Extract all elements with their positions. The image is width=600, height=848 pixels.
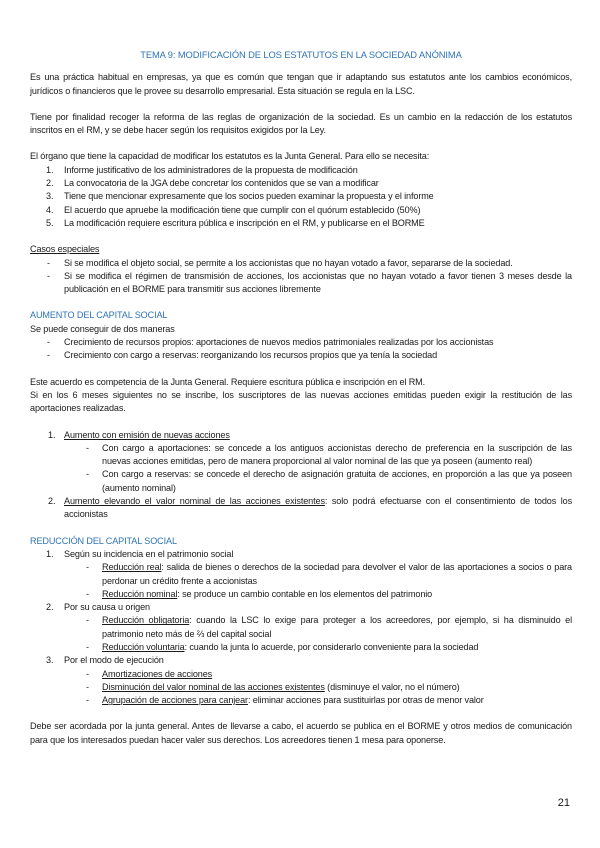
increase-types-list [30, 429, 572, 522]
list-item: 1. Aumento con emisión de nuevas acciones - Con cargo a aportaciones: se concede a los antiguos accionistas derecho de preferencia en la suscripción de las nuevas acciones emitidas, pero de manera proporcional al valor nominal de las que ya poseen (aumento real) - Con cargo a reservas: se concede el derecho de asignación gratuita de acciones, en proporción a las que ya poseen (aumento nominal) [30, 429, 572, 495]
sub-item: - Agrupación de acciones para canjear: eliminar acciones para sustituirlas por otras de menor valor [86, 695, 484, 706]
list-item: 2. Aumento elevando el valor nominal de las acciones existentes: solo podrá efectuarse con el consentimiento de todos los accionistas [48, 496, 573, 520]
sub-item: - Disminución del valor nominal de las acciones existentes (disminuye el valor, no el número) [86, 681, 460, 692]
special-cases-list [30, 257, 572, 297]
sub-item: - Con cargo a aportaciones: se concede a los antiguos accionistas derecho de preferencia en la suscripción de las nuevas acciones emitidas, pero de manera proporcional al valor nominal de las que ya poseen (aumento real) [86, 442, 572, 467]
competence-paragraph: Este acuerdo es competencia de la Junta General. Requiere escritura pública e inscripción en el RM. [30, 376, 426, 387]
list-item: 3. Tiene que mencionar expresamente que los socios pueden examinar la propuesta y el informe [46, 191, 434, 202]
list-item: 1. Según su incidencia en el patrimonio social - Reducción real: salida de bienes o derechos de la sociedad para devolver el valor de las aportaciones a socios o para perdonar un crédito frente a accionistas - Reducción nominal: se produce un cambio contable en los elementos del patrimonio [30, 548, 572, 601]
list-item: 1. Informe justificativo de los administradores de la propuesta de modificación [46, 164, 358, 175]
sub-item: - Reducción voluntaria: cuando la junta lo acuerde, por considerarlo conveniente para la sociedad [86, 641, 479, 652]
increase-ways-list [30, 336, 572, 363]
list-item: 4. El acuerdo que apruebe la modificación tiene que cumplir con el quórum establecido (50%) [46, 204, 421, 215]
list-item: - Crecimiento de recursos propios: aportaciones de nuevos medios patrimoniales realizadas por los accionistas [47, 337, 494, 348]
page-number: 21 [557, 797, 570, 809]
restitution-paragraph: Si en los 6 meses siguientes no se inscribe, los suscriptores de las nuevas acciones emitidas pueden exigir la restitución de las aportaciones realizadas. [30, 389, 572, 414]
list-item: 2. La convocatoria de la JGA debe concretar los contenidos que se van a modificar [46, 178, 379, 189]
list-item: - Si se modifica el régimen de transmisión de acciones, los accionistas que no hayan votado a favor tienen 3 meses desde la publicación en el BORME para transmitir sus acciones libremente [47, 270, 572, 295]
closing-paragraph: Debe ser acordada por la junta general. Antes de llevarse a cabo, el acuerdo se publica en el BORME y otros medios de comunicación para que los interesados puedan hacer valer sus derechos. Los acreedores tienen 1 mesa para oponerse. [30, 721, 572, 745]
purpose-paragraph: Tiene por finalidad recoger la reforma de las reglas de organización de la sociedad. Es un cambio en la redacción de los estatutos inscritos en el RM, y se debe hacer según los requisitos exigidos por la Ley. [30, 111, 572, 136]
sub-item: - Reducción obligatoria: cuando la LSC lo exige para proteger a los acreedores, por ejemplo, si ha disminuido el patrimonio neto más de ⅔ del capital social [86, 615, 573, 639]
sub-item: - Con cargo a reservas: se concede el derecho de asignación gratuita de acciones, en proporción a las que ya poseen (aumento nominal) [86, 469, 572, 493]
document-page [30, 48, 572, 747]
sub-item: - Reducción real: salida de bienes o derechos de la sociedad para devolver el valor de las aportaciones a socios o para perdonar un crédito frente a accionistas [86, 562, 572, 586]
list-item: 2. Por su causa u origen - Reducción obligatoria: cuando la LSC lo exige para proteger a los acreedores, por ejemplo, si ha disminuido el patrimonio neto más de ⅔ del capital social - Reducción voluntaria: cuando la junta lo acuerde, por considerarlo conveniente para la sociedad [30, 601, 572, 654]
intro-paragraph: Es una práctica habitual en empresas, ya que es común que tengan que ir adaptando sus estatutos ante los cambios económicos, jurídicos o financieros que le provee su desarrollo empresarial. Esta situación se regula en la LSC. [30, 72, 572, 96]
list-item: 5. La modificación requiere escritura pública e inscripción en el RM, y publicarse en el BORME [46, 217, 425, 228]
sub-item: - Amortizaciones de acciones [86, 668, 213, 679]
page-title: TEMA 9: MODIFICACIÓN DE LOS ESTATUTOS EN LA SOCIEDAD ANÓNIMA [140, 49, 462, 60]
list-item: - Si se modifica el objeto social, se permite a los accionistas que no hayan votado a favor, separarse de la sociedad. [47, 257, 513, 268]
reduction-heading: REDUCCIÓN DEL CAPITAL SOCIAL [30, 535, 177, 546]
increase-heading: AUMENTO DEL CAPITAL SOCIAL [30, 310, 168, 321]
organ-paragraph: El órgano que tiene la capacidad de modificar los estatutos es la Junta General. Para ello se necesita: [30, 151, 430, 162]
reduction-types-list [30, 548, 572, 708]
increase-intro: Se puede conseguir de dos maneras [30, 323, 175, 334]
sub-item: - Reducción nominal: se produce un cambio contable en los elementos del patrimonio [86, 588, 433, 599]
special-cases-title: Casos especiales [30, 244, 100, 255]
list-item: 3. Por el modo de ejecución - Amortizaciones de acciones - Disminución del valor nominal de las acciones existentes (disminuye el valor, no el número) - Agrupación de acciones para canjear: eliminar acciones para sustituirlas por otras de menor valor [30, 654, 572, 707]
list-item: - Crecimiento con cargo a reservas: reorganizando los recursos propios que ya tenía la sociedad [47, 350, 438, 361]
requirements-list [30, 164, 572, 230]
